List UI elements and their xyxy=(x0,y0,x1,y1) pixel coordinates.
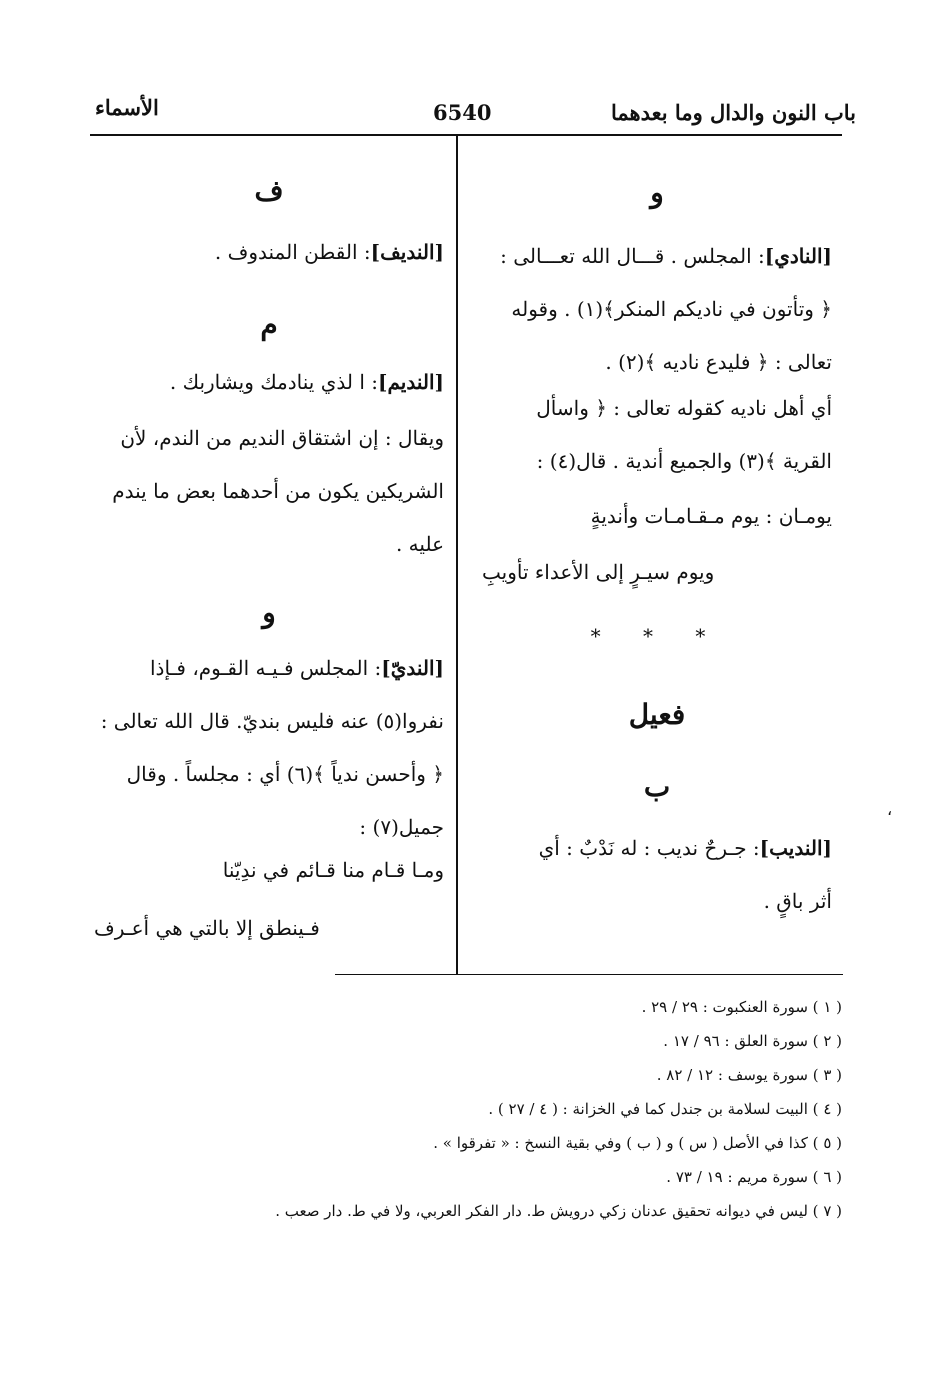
footnote-7: ( ٧ ) ليس في ديوانه تحقيق عدنان زكي درويش ط. دار الفكر العربي، ولا في ط. دار صعب . xyxy=(275,1202,842,1220)
entry-nadiyy xyxy=(94,642,444,854)
entry-nadiyy-line-4: جميل(٧) : xyxy=(359,815,444,839)
entry-nadim xyxy=(94,356,444,409)
pattern-heading: فعيل xyxy=(628,698,686,731)
headword-nadim: [النديم] xyxy=(378,370,444,394)
entry-ahl-line-1: أي أهل ناديه كقوله تعالى : ﴿ واسأل xyxy=(536,396,832,420)
entry-nadiyy-line-3: ﴿ وأحسن ندياً ﴾(٦) أي : مجلساً . وقال xyxy=(126,762,444,786)
headword-nadif: [النديف] xyxy=(370,240,444,264)
entry-nadi-line-1: : المجلس . قـــال الله تعـــالى : xyxy=(500,244,765,268)
entry-nadif-line-1: : القطن المندوف . xyxy=(214,240,371,264)
entry-nadi xyxy=(482,230,832,389)
running-header-section: الأسماء xyxy=(95,95,159,120)
entry-nadi-line-3: تعالى : ﴿ فليدع ناديه ﴾(٢) . xyxy=(605,350,832,374)
section-letter-mim: م xyxy=(260,308,278,341)
verse-line-4: فـينطق إلا بالتي هي أعـرف xyxy=(94,916,320,940)
headword-nadi: [النادي] xyxy=(764,244,832,268)
section-letter-fa: ف xyxy=(254,174,284,207)
entry-nadim-line-1: : ا لذي ينادمك ويشاربك . xyxy=(169,370,378,394)
column-divider xyxy=(456,136,458,974)
running-header-chapter: باب النون والدال وما بعدهما xyxy=(611,100,856,125)
entry-nadi-line-2: ﴿ وتأتون في ناديكم المنكر﴾(١) . وقوله xyxy=(511,297,832,321)
entry-yuqal xyxy=(94,412,444,571)
verse-line-2: ويوم سيـرٍ إلى الأعداء تأويبِ xyxy=(482,560,715,584)
entry-nadib-line-1: : جـرحٌ نديب : له نَدْبٌ : أي xyxy=(538,836,760,860)
entry-nadib-line-2: أثر باقٍ . xyxy=(763,889,832,913)
entry-ahl-line-2: القرية ﴾(٣) والجميع أندية . قال(٤) : xyxy=(536,449,832,473)
header-rule xyxy=(90,134,842,136)
section-letter-waw: و xyxy=(650,176,664,209)
section-letter-ba: ب xyxy=(643,770,671,803)
margin-mark: ، xyxy=(887,800,893,819)
entry-ahl xyxy=(482,382,832,488)
section-letter-waw-2: و xyxy=(262,596,276,629)
entry-yuqal-line-1: ويقال : إن اشتقاق النديم من الندم، لأن xyxy=(120,426,444,450)
entry-nadiyy-line-1: : المجلس فـيـه القـوم، فـإذا xyxy=(150,656,382,680)
entry-nadib xyxy=(482,822,832,928)
footnote-5: ( ٥ ) كذا في الأصل ( س ) و ( ب ) وفي بقية النسخ : « تفرقوا » . xyxy=(433,1134,842,1152)
footnote-4: ( ٤ ) البيت لسلامة بن جندل كما في الخزانة : ( ٤ / ٢٧ ) . xyxy=(488,1100,842,1118)
footnote-2: ( ٢ ) سورة العلق : ٩٦ / ١٧ . xyxy=(663,1032,842,1050)
footnote-3: ( ٣ ) سورة يوسف : ١٢ / ٨٢ . xyxy=(656,1066,842,1084)
footnotes xyxy=(122,990,842,1228)
headword-nadiyy: [النديّ] xyxy=(381,656,444,680)
footnote-rule xyxy=(335,974,843,975)
entry-yuqal-line-2: الشريكين يكون من أحدهما بعض ما يندم xyxy=(112,479,444,503)
verse-line-3: ومـا قـام منا قـائم في ندِيّنا xyxy=(222,858,444,882)
headword-nadib: [النديب] xyxy=(759,836,832,860)
page-number: 6540 xyxy=(433,100,492,125)
footnote-1: ( ١ ) سورة العنكبوت : ٢٩ / ٢٩ . xyxy=(641,998,842,1016)
verse-line-1: يومـان : يوم مـقـامـات وأنديةٍ xyxy=(590,504,832,528)
footnote-6: ( ٦ ) سورة مريم : ١٩ / ٧٣ . xyxy=(666,1168,842,1186)
entry-nadif xyxy=(94,226,444,279)
entry-nadiyy-line-2: نفروا(٥) عنه فليس بنديّ. قال الله تعالى : xyxy=(100,709,444,733)
section-separator-stars: * * * xyxy=(590,624,724,648)
entry-yuqal-line-3: عليه . xyxy=(395,532,444,556)
